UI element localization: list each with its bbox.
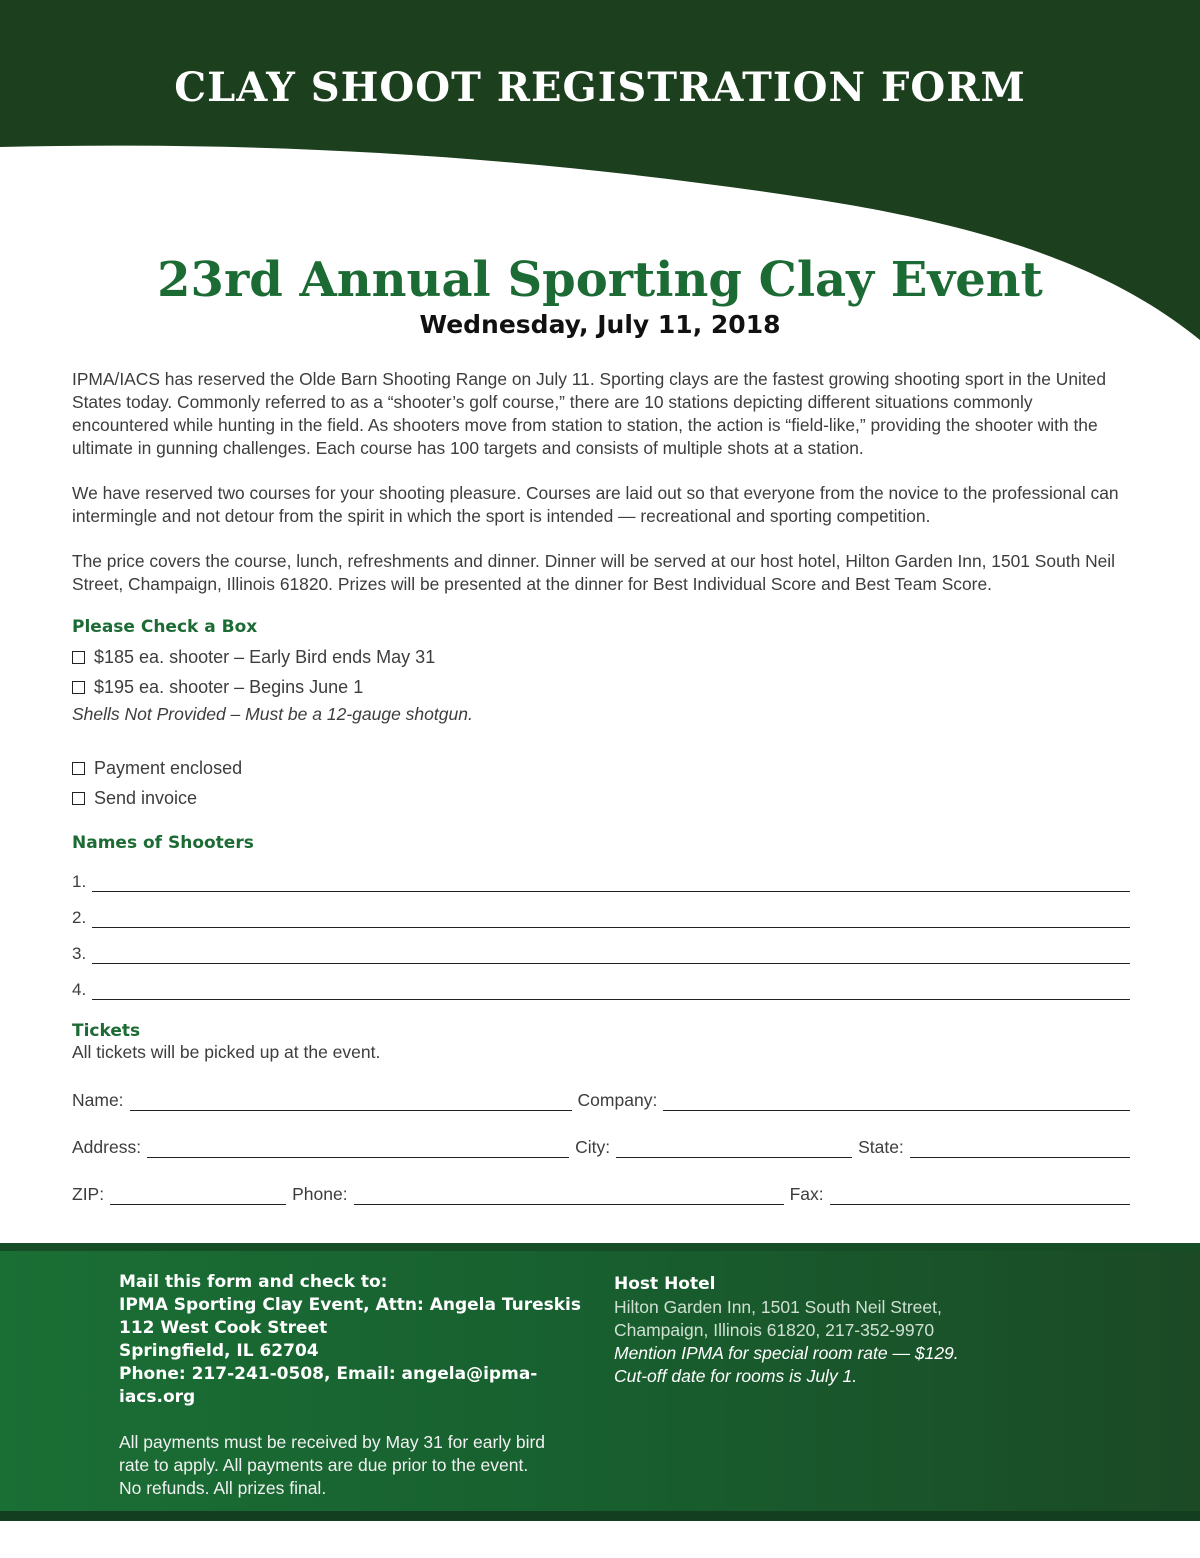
payment-terms-line: No refunds. All prizes final. <box>119 1478 327 1498</box>
tickets-note: All tickets will be picked up at the event. <box>72 1042 381 1062</box>
hotel-rate-line: Mention IPMA for special room rate — $129. <box>614 1343 959 1363</box>
shooters-section <box>72 833 1130 1000</box>
payment-section <box>72 753 1130 813</box>
zip-phone-fax-row <box>72 1181 1130 1205</box>
option-label: $195 ea. shooter – Begins June 1 <box>94 676 364 697</box>
hotel-line: Hilton Garden Inn, 1501 South Neil Street, <box>614 1297 942 1317</box>
state-label: State: <box>858 1137 904 1157</box>
shooter-number: 2. <box>72 908 87 927</box>
mail-line: Phone: 217-241-0508, Email: angela@ipma-iacs.org <box>119 1364 538 1407</box>
hotel-line: Champaign, Illinois 61820, 217-352-9970 <box>614 1320 935 1340</box>
company-label: Company: <box>577 1090 658 1110</box>
intro-paragraph: We have reserved two courses for your shooting pleasure. Courses are laid out so that everyone from the novice to the professional can intermingle and not detour from the spirit in which the sport is intended — recreational and sporting competition. <box>72 483 1119 526</box>
fax-label: Fax: <box>789 1184 824 1204</box>
pricing-heading: Please Check a Box <box>72 617 258 637</box>
shooter-number: 4. <box>72 980 87 999</box>
mail-line: IPMA Sporting Clay Event, Attn: Angela Tureskis <box>119 1295 581 1315</box>
shooter-number: 3. <box>72 944 87 963</box>
host-hotel-info <box>614 1273 1054 1388</box>
city-field[interactable] <box>616 1140 852 1158</box>
pricing-section <box>72 617 1130 725</box>
hotel-cutoff-line: Cut-off date for rooms is July 1. <box>614 1366 858 1386</box>
zip-field[interactable] <box>110 1187 286 1205</box>
address-field[interactable] <box>147 1140 569 1158</box>
shooter-number: 1. <box>72 872 87 891</box>
event-title: 23rd Annual Sporting Clay Event <box>157 252 1043 308</box>
state-field[interactable] <box>910 1140 1130 1158</box>
intro-section <box>72 368 1130 596</box>
mail-info <box>119 1271 599 1500</box>
shells-note: Shells Not Provided – Must be a 12-gauge shotgun. <box>72 704 473 724</box>
shooter-line-1[interactable] <box>72 856 1130 892</box>
phone-field[interactable] <box>354 1187 784 1205</box>
payment-option-enclosed[interactable] <box>72 753 1130 783</box>
event-date: Wednesday, July 11, 2018 <box>419 310 781 339</box>
shooter-name-field[interactable] <box>92 909 1130 928</box>
payment-terms-line: All payments must be received by May 31 for early bird <box>119 1432 546 1452</box>
footer <box>0 1243 1200 1521</box>
shooter-line-3[interactable] <box>72 928 1130 964</box>
mail-line: Mail this form and check to: <box>119 1272 388 1292</box>
name-label: Name: <box>72 1090 124 1110</box>
regular-price-checkbox[interactable] <box>72 681 85 694</box>
shooter-name-field[interactable] <box>92 945 1130 964</box>
tickets-heading: Tickets <box>72 1021 141 1041</box>
shooter-line-4[interactable] <box>72 964 1130 1000</box>
shooter-line-2[interactable] <box>72 892 1130 928</box>
shooter-name-field[interactable] <box>92 873 1130 892</box>
address-label: Address: <box>72 1137 142 1157</box>
zip-label: ZIP: <box>72 1184 105 1204</box>
send-invoice-checkbox[interactable] <box>72 792 85 805</box>
payment-option-invoice[interactable] <box>72 783 1130 813</box>
fax-field[interactable] <box>830 1187 1130 1205</box>
intro-paragraph: The price covers the course, lunch, refreshments and dinner. Dinner will be served at our host hotel, Hilton Garden Inn, 1501 South Neil Street, Champaign, Illinois 61820. Prizes will be presented at the dinner for Best Individual Score and Best Team Score. <box>72 551 1116 594</box>
name-company-row <box>72 1087 1130 1111</box>
intro-paragraph: IPMA/IACS has reserved the Olde Barn Shooting Range on July 11. Sporting clays are the fastest growing shooting sport in the United States today. Commonly referred to as a “shooter’s golf course,” there are 10 stations depicting different situations commonly encountered while hunting in the field. As shooters move from station to station, the action is “field-like,” providing the shooter with the ultimate in gunning challenges. Each course has 100 targets and consists of multiple shots at a station. <box>72 369 1107 458</box>
name-field[interactable] <box>130 1093 572 1111</box>
option-label: Payment enclosed <box>94 757 243 778</box>
option-label: $185 ea. shooter – Early Bird ends May 31 <box>94 646 436 667</box>
option-label: Send invoice <box>94 787 198 808</box>
pricing-option-regular[interactable] <box>72 672 1130 702</box>
payment-enclosed-checkbox[interactable] <box>72 762 85 775</box>
payment-terms-line: rate to apply. All payments are due prior to the event. <box>119 1455 529 1475</box>
pricing-option-early-bird[interactable] <box>72 642 1130 672</box>
tickets-section <box>72 1021 1130 1205</box>
address-city-state-row <box>72 1134 1130 1158</box>
city-label: City: <box>575 1137 611 1157</box>
mail-line: 112 West Cook Street <box>119 1318 328 1338</box>
footer-top-band <box>0 1243 1200 1251</box>
early-bird-checkbox[interactable] <box>72 651 85 664</box>
phone-label: Phone: <box>292 1184 348 1204</box>
shooter-name-field[interactable] <box>92 981 1130 1000</box>
form-title: CLAY SHOOT REGISTRATION FORM <box>174 64 1026 111</box>
shooters-heading: Names of Shooters <box>72 833 254 853</box>
mail-line: Springfield, IL 62704 <box>119 1341 319 1361</box>
host-hotel-heading: Host Hotel <box>614 1274 716 1294</box>
company-field[interactable] <box>663 1093 1130 1111</box>
footer-bottom-band <box>0 1511 1200 1521</box>
